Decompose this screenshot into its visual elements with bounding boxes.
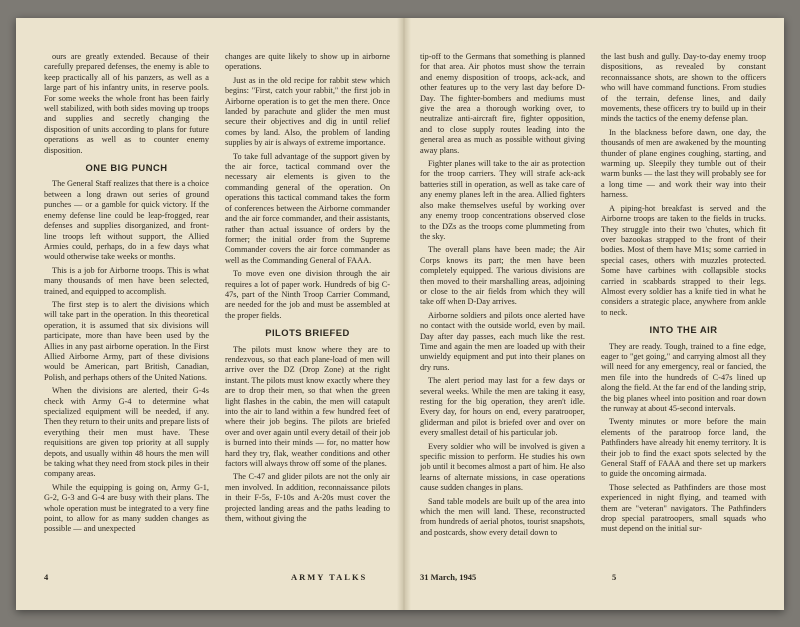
left-page-footer — [44, 570, 390, 584]
paragraph: Every soldier who will be involved is given a specific mission to perform. He studies his own job until it becomes almost a part of him. He also learns of alternate missions, in case operations cause sudden changes in plans. — [420, 441, 585, 493]
paragraph: To move even one division through the air requires a lot of paper work. Hundreds of big C-47s, part of the Ninth Troop Carrier Command, are needed for the job and must be assembled at the proper fields. — [225, 269, 390, 320]
paragraph: In the blackness before dawn, one day, the thousands of men are awakened by the mounting thunder of plane engines coughing, starting, and warming up. Sleepily they tumble out of their warm bunks — the last they will probably see for a long time — and work their way into their harness. — [601, 127, 766, 200]
paragraph: tip-off to the Germans that something is planned for that area. Air photos must show the terrain and enemy disposition of troops, ack-ack, and other features up to the very last day before D-Day. The fighter-bombers and mediums must give the area a thorough working over, to neutralize anti-aircraft fire, fighter opposition, and to close supply routes leading into the general area as much as possible without giving away plans. — [420, 52, 585, 155]
paragraph: This is a job for Airborne troops. This is what many thousands of men have been selected, trained, and equipped to accomplish. — [44, 265, 209, 296]
right-page-column-2 — [601, 52, 766, 572]
paragraph: To take full advantage of the support given by the air force, tactical command over the necessary air elements is given to the commanding general of the operation. On operations this tactical command takes the form of conferences between the Airborne commander and the air force commander, and their assistants, rather than actual issuance of orders by the former; the initial order from the Supreme Commander covers the air force commander as well as the Commanding General of FAAA. — [225, 151, 390, 265]
left-page-column-2 — [225, 52, 390, 572]
paragraph: The first step is to alert the divisions which will take part in the operation. In this theoretical operation, it is assumed that six divisions will participate, more than have been used by the Allies in any past airborne operation. In the First Allied Airborne Army, part of these divisions would be American, part British, Canadian, Polish, and perhaps others of the United Nations. — [44, 299, 209, 382]
issue-date: 31 March, 1945 — [420, 572, 477, 582]
paragraph: Sand table models are built up of the area into which the men will land. These, reconstructed from hundreds of aerial photos, tourist snapshots, and postcards, show every detail down to — [420, 496, 585, 537]
section-heading-pilots-briefed: PILOTS BRIEFED — [265, 327, 350, 339]
page-number-left: 4 — [44, 572, 49, 582]
paragraph: ours are greatly extended. Because of their carefully prepared defenses, the enemy is able to keep practically all of his panzers, as well as a large part of his infantry units, in reserve pools. For some weeks the whole front has been fairly well stabilized, with both sides moving up troops and supplies and secretly changing the disposition of units according to plans for future operations as well as to counter enemy disposition. — [44, 52, 209, 155]
paragraph: Fighter planes will take to the air as protection for the troop carriers. They will strafe ack-ack batteries still in operation, as well as take care of any enemy planes left in the area. Allied fighters also make themselves useful by working over any enemy troop concentrations observed close to the DZs as the troops come plummeting from the sky. — [420, 159, 585, 241]
paragraph: Twenty minutes or more before the main elements of the paratroop force land, the Pathfinders have already hit enemy territory. It is their job to find the exact spots selected by the General Staff of FAAA and there set up markers to guide the oncoming airmada. — [601, 417, 766, 479]
paragraph: changes are quite likely to show up in airborne operations. — [225, 52, 390, 72]
left-page — [44, 52, 390, 572]
paragraph: They are ready. Tough, trained to a fine edge, eager to "get going," and carrying almost all they will need for any emergency, real or fancied, the men file into the hundreds of C-47s lined up along the field. At the far end of the landing strip, the big planes wheel into position and roar down the runway at about 45-second intervals. — [601, 341, 766, 413]
paragraph: Just as in the old recipe for rabbit stew which begins: "First, catch your rabbit," the first job in Airborne operation is to get the men there. Once landed by parachute and glider the men must secure their objectives and dig in until relief comes by land. Also, the problem of landing supplies by air is always of extreme importance. — [225, 75, 390, 148]
paragraph: Airborne soldiers and pilots once alerted have no contact with the outside world, even by mail. Day after day passes, each much like the rest. Time and again the men are loaded up with their unwieldy equipment and put into their planes on dry runs. — [420, 310, 585, 372]
booklet-spine — [397, 18, 411, 610]
page-number-right: 5 — [612, 572, 617, 582]
paragraph: the last bush and gully. Day-to-day enemy troop dispositions, as revealed by constant reconnaissance shots, are shown to the officers who will have command functions. From studies of the terrain, defense lines, and daily movements, these officers try to build up in their minds the tactics of the enemy defense plan. — [601, 52, 766, 124]
right-page-column-1 — [420, 52, 585, 572]
paragraph: The pilots must know where they are to rendezvous, so that each plane-load of men will arrive over the DZ (Drop Zone) at the right instant. The pilots must know exactly where they are to drop their men, so that when the green light flashes in the cabin, the men will catapult into the air to land within a few hundred feet of where their job begins. The pilots are briefed over and over again until every detail of their job is burned into their minds — for, no matter how hard they try, flak, weather conditions and other factors will always throw off some of the planes. — [225, 344, 390, 469]
paragraph: A piping-hot breakfast is served and the Airborne troops are taken to the fields in trucks. They struggle into their two 'chutes, which fit over bazookas strapped to the front of their bodies. Most of them have M1s; some carried in special cases, others with muzzles protected. Some have carbines with collapsible stocks carried in scabbards strapped to their legs. Almost every soldier has a knife tied in what he considers a strategic place, anywhere from ankle to neck. — [601, 203, 766, 317]
paragraph: The alert period may last for a few days or several weeks. While the men are taking it easy, resting for the big operation, they aren't idle. Every day, for hours on end, every paratrooper, gliderman and pilot is briefed over and over on every smallest detail of his particular job. — [420, 376, 585, 438]
paragraph: The C-47 and glider pilots are not the only air men involved. In addition, reconnaissance pilots in their F-5s, F-10s and A-20s must cover the projected landing areas and the paths leading to them, without giving the — [225, 472, 390, 524]
section-heading-one-big-punch: ONE BIG PUNCH — [85, 162, 168, 174]
paragraph: When the divisions are alerted, their G-4s check with Army G-4 to determine what specialized equipment will be needed, if any. Then they return to their units and prepare lists of everything their men must have. These requisitions are given top priority at all supply depots, and usually within 48 hours the men will be taking what they need from stock piles in their company areas. — [44, 386, 209, 479]
section-heading-into-the-air: INTO THE AIR — [649, 324, 718, 336]
paragraph: Those selected as Pathfinders are those most experienced in night flying, and teamed with them are "veteran" navigators. The Pathfinders drop special paratroopers, small squads who must depend on the initial sur- — [601, 482, 766, 534]
paragraph: While the equipping is going on, Army G-1, G-2, G-3 and G-4 are busy with their plans. The whole operation must be integrated to a very fine point, to allow for as many sudden changes as possible — and unexpected — [44, 482, 209, 534]
right-page-footer — [420, 570, 766, 584]
running-title: ARMY TALKS — [291, 572, 368, 582]
right-page — [420, 52, 766, 572]
paragraph: The overall plans have been made; the Air Corps knows its part; the men have been completely equipped. The various divisions are then moved to their marshalling areas, adjoining or close to the air fields from which they will take off when D-Day arrives. — [420, 245, 585, 307]
booklet-spread — [16, 18, 784, 610]
paragraph: The General Staff realizes that there is a choice between a long drawn out series of ground punches — or a gamble for quick victory. If the enemy defense line could be leap-frogged, rear defenses and supplies disorganized, and front-line troops left without support, the Allied Armies could, perhaps, do in a few days what would otherwise take weeks or months. — [44, 179, 209, 262]
left-page-column-1 — [44, 52, 209, 572]
